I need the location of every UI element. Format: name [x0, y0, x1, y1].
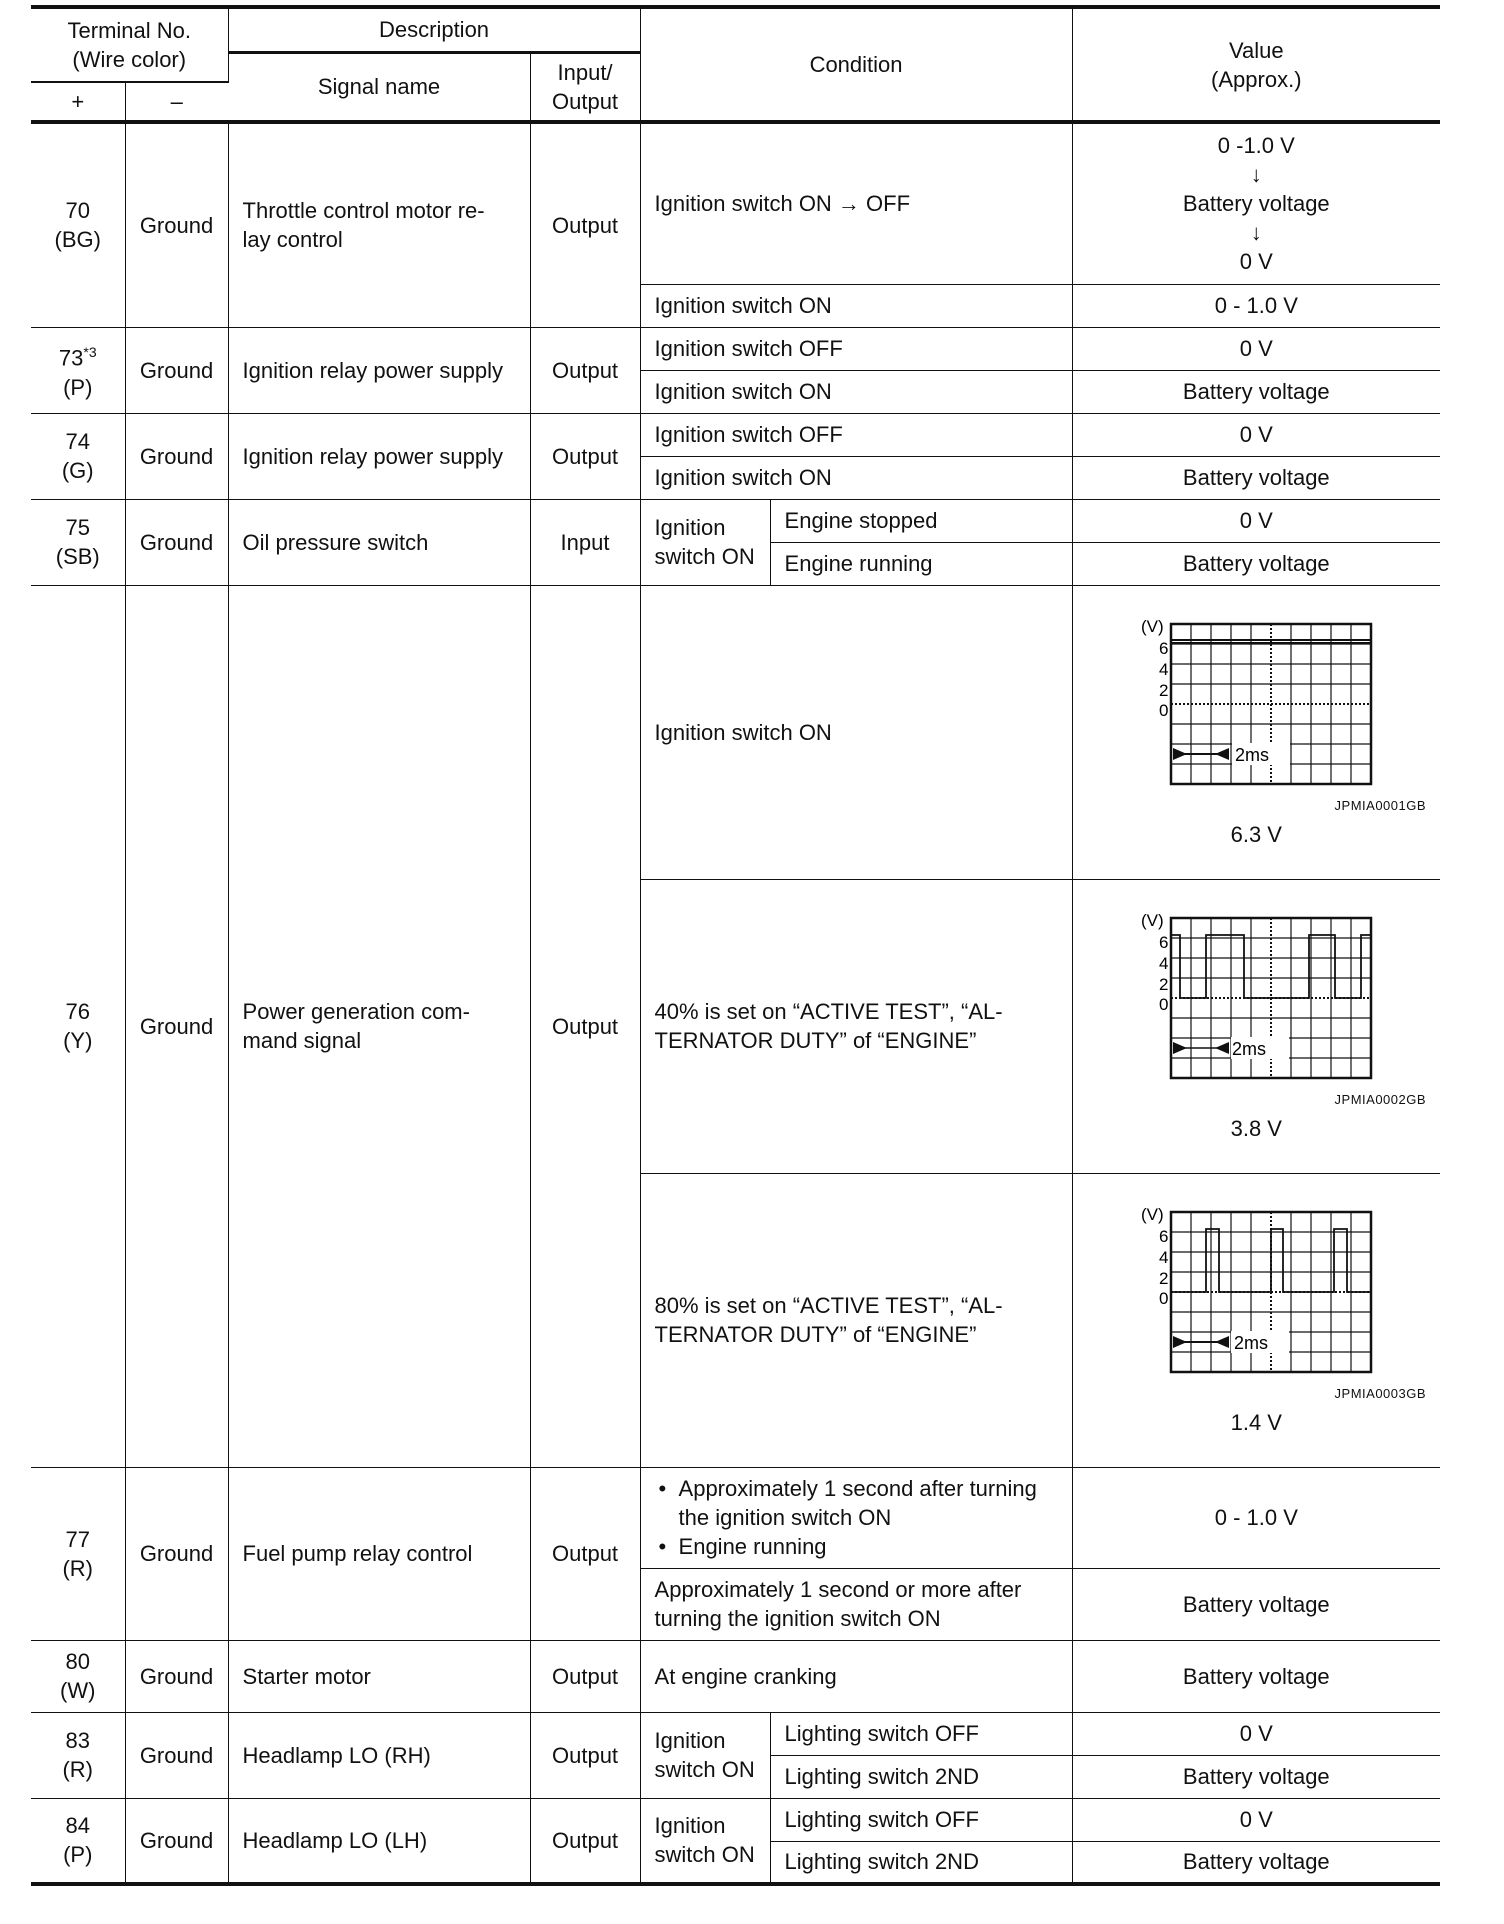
signal-cell: Throttle control motor re- lay control — [228, 122, 530, 327]
condition-cell: Ignition switch ON → OFF — [640, 122, 1072, 284]
signal-cell: Starter motor — [228, 1640, 530, 1712]
header-terminal: Terminal No. (Wire color) — [31, 7, 228, 82]
io-cell: Output — [530, 1467, 640, 1640]
figure-code: JPMIA0003GB — [1334, 1385, 1427, 1401]
signal-cell: Ignition relay power supply — [228, 413, 530, 499]
svg-text:0: 0 — [1159, 700, 1169, 720]
signal-cell: Oil pressure switch — [228, 499, 530, 585]
svg-text:(V): (V) — [1141, 910, 1164, 930]
header-signal-name: Signal name — [228, 52, 530, 122]
minus-cell: Ground — [125, 1467, 228, 1640]
minus-cell: Ground — [125, 327, 228, 413]
svg-text:2: 2 — [1159, 1268, 1169, 1288]
condition-cell: 80% is set on “ACTIVE TEST”, “AL- TERNATOR DUTY” of “ENGINE” — [640, 1173, 1072, 1467]
minus-cell: Ground — [125, 413, 228, 499]
condition-cell: Ignition switch ON — [640, 585, 1072, 879]
value-cell: 0 -1.0 V ↓ Battery voltage ↓ 0 V — [1072, 122, 1440, 284]
terminal-table — [31, 5, 1440, 1886]
svg-text:0: 0 — [1159, 994, 1169, 1014]
group-condition-cell: Ignition switch ON — [640, 499, 770, 585]
condition-cell: Engine stopped — [770, 499, 1072, 542]
condition-cell — [640, 1467, 1072, 1568]
svg-text:2ms: 2ms — [1232, 1038, 1267, 1059]
io-cell: Output — [530, 122, 640, 327]
bullet-item: • Approximately 1 second after turning the ignition switch ON — [679, 1474, 1058, 1532]
value-cell: Battery voltage — [1072, 1841, 1440, 1884]
header-description: Description — [228, 7, 640, 52]
group-condition-cell: Ignition switch ON — [640, 1712, 770, 1798]
svg-text:2ms: 2ms — [1234, 1332, 1269, 1353]
condition-cell: Ignition switch ON — [640, 370, 1072, 413]
value-cell: Battery voltage — [1072, 1568, 1440, 1640]
svg-text:6: 6 — [1159, 638, 1169, 658]
value-cell: Battery voltage — [1072, 1640, 1440, 1712]
value-cell: 0 V — [1072, 327, 1440, 370]
svg-text:6: 6 — [1159, 1226, 1169, 1246]
terminal-cell: 73$^{*3}$ (P) — [31, 327, 125, 413]
terminal-cell: 76 (Y) — [31, 585, 125, 1467]
oscilloscope-waveform-constant — [1131, 616, 1381, 791]
signal-cell: Ignition relay power supply — [228, 327, 530, 413]
terminal-cell: 77 (R) — [31, 1467, 125, 1640]
minus-cell: Ground — [125, 122, 228, 327]
condition-cell: Ignition switch OFF — [640, 413, 1072, 456]
value-cell: Battery voltage — [1072, 456, 1440, 499]
group-condition-cell: Ignition switch ON — [640, 1798, 770, 1884]
oscilloscope-waveform-40pct — [1131, 910, 1381, 1085]
signal-cell: Headlamp LO (RH) — [228, 1712, 530, 1798]
svg-text:6: 6 — [1159, 932, 1169, 952]
value-cell: 0 - 1.0 V — [1072, 1467, 1440, 1568]
header-plus: + — [31, 82, 125, 122]
io-cell: Output — [530, 413, 640, 499]
io-cell: Output — [530, 1712, 640, 1798]
signal-cell: Headlamp LO (LH) — [228, 1798, 530, 1884]
header-minus: – — [125, 82, 228, 122]
terminal-cell: 70 (BG) — [31, 122, 125, 327]
condition-cell: 40% is set on “ACTIVE TEST”, “AL- TERNATOR DUTY” of “ENGINE” — [640, 879, 1072, 1173]
header-io: Input/ Output — [530, 52, 640, 122]
signal-cell: Fuel pump relay control — [228, 1467, 530, 1640]
value-cell — [1072, 585, 1440, 879]
value-cell: Battery voltage — [1072, 542, 1440, 585]
value-cell: Battery voltage — [1072, 370, 1440, 413]
svg-text:2: 2 — [1159, 680, 1169, 700]
io-cell: Input — [530, 499, 640, 585]
value-cell — [1072, 879, 1440, 1173]
condition-cell: Lighting switch 2ND — [770, 1755, 1072, 1798]
terminal-cell: 83 (R) — [31, 1712, 125, 1798]
header-value: Value (Approx.) — [1072, 7, 1440, 122]
condition-cell: Lighting switch 2ND — [770, 1841, 1072, 1884]
terminal-cell: 80 (W) — [31, 1640, 125, 1712]
bullet-item: • Engine running — [679, 1532, 1058, 1561]
condition-cell: Lighting switch OFF — [770, 1798, 1072, 1841]
minus-cell: Ground — [125, 585, 228, 1467]
terminal-cell: 84 (P) — [31, 1798, 125, 1884]
value-cell: 0 V — [1072, 413, 1440, 456]
svg-text:4: 4 — [1159, 659, 1169, 679]
header-condition: Condition — [640, 7, 1072, 122]
figure-code: JPMIA0002GB — [1334, 1091, 1427, 1107]
svg-text:0: 0 — [1159, 1288, 1169, 1308]
figure-code: JPMIA0001GB — [1334, 797, 1427, 813]
io-cell: Output — [530, 585, 640, 1467]
minus-cell: Ground — [125, 499, 228, 585]
value-cell — [1072, 1173, 1440, 1467]
terminal-cell: 74 (G) — [31, 413, 125, 499]
io-cell: Output — [530, 1798, 640, 1884]
value-text: 1.4 V — [1230, 1409, 1282, 1435]
io-cell: Output — [530, 327, 640, 413]
value-cell: 0 V — [1072, 1798, 1440, 1841]
terminal-cell: 75 (SB) — [31, 499, 125, 585]
value-cell: 0 V — [1072, 1712, 1440, 1755]
value-cell: 0 - 1.0 V — [1072, 284, 1440, 327]
svg-text:(V): (V) — [1141, 616, 1164, 636]
svg-text:(V): (V) — [1141, 1204, 1164, 1224]
condition-cell: At engine cranking — [640, 1640, 1072, 1712]
minus-cell: Ground — [125, 1798, 228, 1884]
svg-text:4: 4 — [1159, 953, 1169, 973]
svg-text:2ms: 2ms — [1235, 744, 1270, 765]
condition-cell: Ignition switch OFF — [640, 327, 1072, 370]
condition-cell: Ignition switch ON — [640, 456, 1072, 499]
svg-text:2: 2 — [1159, 974, 1169, 994]
value-text: 3.8 V — [1230, 1115, 1282, 1141]
condition-cell: Ignition switch ON — [640, 284, 1072, 327]
condition-cell: Approximately 1 second or more after turning the ignition switch ON — [640, 1568, 1072, 1640]
minus-cell: Ground — [125, 1640, 228, 1712]
condition-cell: Engine running — [770, 542, 1072, 585]
svg-text:4: 4 — [1159, 1247, 1169, 1267]
signal-cell: Power generation com- mand signal — [228, 585, 530, 1467]
io-cell: Output — [530, 1640, 640, 1712]
value-cell: Battery voltage — [1072, 1755, 1440, 1798]
value-cell: 0 V — [1072, 499, 1440, 542]
value-text: 6.3 V — [1230, 821, 1282, 847]
minus-cell: Ground — [125, 1712, 228, 1798]
condition-cell: Lighting switch OFF — [770, 1712, 1072, 1755]
oscilloscope-waveform-80pct — [1131, 1204, 1381, 1379]
